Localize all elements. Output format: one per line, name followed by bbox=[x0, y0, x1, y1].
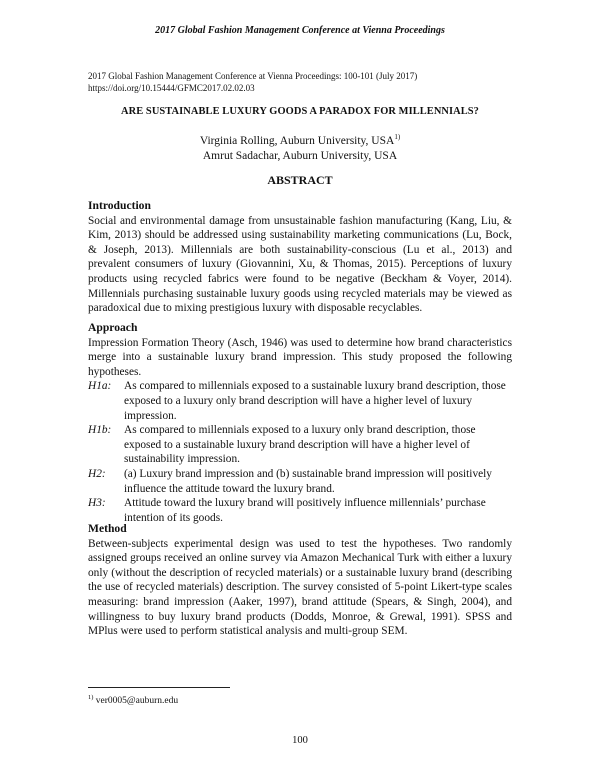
footnote-mark: 1) bbox=[394, 133, 401, 141]
running-header: 2017 Global Fashion Management Conference at Vienna Proceedings bbox=[155, 25, 445, 36]
hypothesis-text: As compared to millennials exposed to a sustainable luxury brand description, those exposed to a luxury only brand description will have a higher level of luxury impression. bbox=[124, 380, 506, 422]
footnote-divider bbox=[88, 687, 230, 688]
hypothesis-label: H1b: bbox=[88, 424, 112, 437]
doi-link[interactable]: https://doi.org/10.15444/GFMC2017.02.02.03 bbox=[88, 83, 255, 93]
abstract-heading: ABSTRACT bbox=[267, 173, 333, 187]
hypothesis-item bbox=[88, 423, 512, 467]
hypothesis-label: H3: bbox=[88, 497, 106, 510]
hypothesis-label: H1a: bbox=[88, 380, 112, 393]
hypothesis-text: Attitude toward the luxury brand will positively influence millennials’ purchase intention of its goods. bbox=[124, 497, 486, 524]
section-method bbox=[88, 522, 512, 639]
hypothesis-item bbox=[88, 467, 512, 496]
hypothesis-text: (a) Luxury brand impression and (b) sustainable brand impression will positively influence the attitude toward the luxury brand. bbox=[124, 467, 492, 495]
citation-block bbox=[88, 70, 417, 94]
author-line bbox=[0, 130, 600, 149]
author-name: Amrut Sadachar, Auburn University, USA bbox=[202, 150, 398, 162]
footnote-mark: 1) bbox=[88, 694, 94, 701]
author-name: Virginia Rolling, Auburn University, USA bbox=[199, 135, 395, 147]
section-approach bbox=[88, 321, 512, 525]
author-line bbox=[0, 149, 600, 164]
section-heading: Method bbox=[88, 522, 127, 535]
hypothesis-label: H2: bbox=[88, 467, 106, 480]
section-introduction bbox=[88, 199, 512, 316]
author-list bbox=[0, 130, 600, 164]
footnote bbox=[88, 694, 178, 706]
hypothesis-text: As compared to millennials exposed to a luxury only brand description, those exposed to a sustainable luxury brand description will have a higher level of sustainability impression. bbox=[124, 424, 476, 466]
page-number: 100 bbox=[292, 735, 308, 746]
section-heading: Approach bbox=[88, 321, 138, 334]
section-paragraph: Social and environmental damage from unsustainable fashion manufacturing (Kang, Liu, & Kim, 2013) should be addressed using sustainability marketing communications (Lu, Bock, & Joseph, 2013). Millennials are both sustainability-conscious (Lu et al., 2013) and prevalent consumers of luxury (Giovannini, Xu, & Thomas, 2015). Perceptions of luxury products using recycled fabrics were found to be negative (Beckham & Voyer, 2014). Millennials purchasing sustainable luxury goods using recycled materials may be viewed as paradoxical due to mixing prestigious luxury with disposable recyclables. bbox=[88, 214, 512, 315]
citation-line: 2017 Global Fashion Management Conference at Vienna Proceedings: 100-101 (July 2017) bbox=[88, 71, 418, 81]
section-paragraph: Impression Formation Theory (Asch, 1946) was used to determine how brand characteristics merge into a sustainable luxury brand impression. This study proposed the following hypotheses. bbox=[88, 336, 512, 378]
section-heading: Introduction bbox=[88, 199, 151, 212]
hypothesis-item bbox=[88, 379, 512, 423]
section-paragraph: Between-subjects experimental design was used to test the hypotheses. Two randomly assigned groups received an online survey via Amazon Mechanical Turk with either a luxury only (without the description of recycled materials) or a sustainable luxury brand (describing the use of recycled materials) description. The survey consisted of 5-point Likert-type scales measuring: brand impression (Aaker, 1997), brand attitude (Spears, & Singh, 2004), and willingness to buy luxury brand products (Dodds, Monroe, & Grewal, 1991). SPSS and MPlus were used to perform statistical analysis and multi-group SEM. bbox=[88, 537, 512, 638]
footnote-email[interactable]: ver0005@auburn.edu bbox=[95, 696, 179, 706]
paper-title: ARE SUSTAINABLE LUXURY GOODS A PARADOX FOR MILLENNIALS? bbox=[121, 106, 479, 117]
hypothesis-item bbox=[88, 496, 512, 525]
